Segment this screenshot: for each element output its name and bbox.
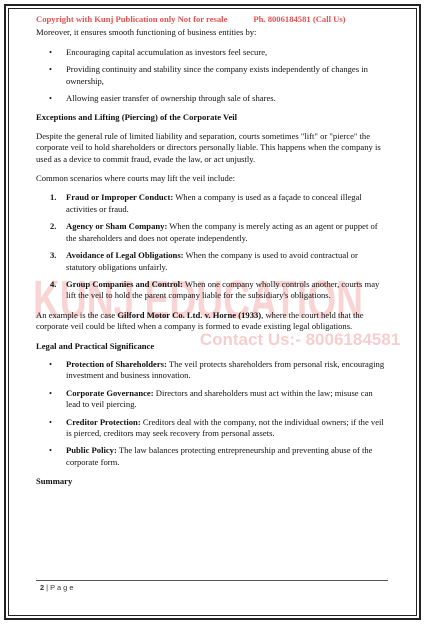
- list-item: 4. Group Companies and Control: When one company wholly controls another, courts may lift the veil to hold the parent company liable for the subsidiary's obligations.: [50, 278, 380, 301]
- watermark-brand: KUNJ EDUCATION: [33, 270, 363, 330]
- list-item: • Protection of Shareholders: The veil protects shareholders from personal risk, encouraging investment and business innovation.: [49, 358, 385, 381]
- section-heading-summary: Summary: [36, 476, 73, 487]
- bullet-icon: •: [49, 358, 53, 369]
- exceptions-paragraph: Despite the general rule of limited liability and separation, courts sometimes "lift" or "pierce" the corporate veil to hold shareholders or directors personally liable. This happens when the company is used as a device to commit fraud, evade the law, or act unjustly.: [36, 130, 381, 164]
- case-example-paragraph: An example is the case Gilford Motor Co. Ltd. v. Horne (1933), where the court held that the corporate veil could be lifted when a company is formed to evade existing legal obligations.: [36, 309, 364, 332]
- scenarios-list: [36, 192, 388, 301]
- list-item: • Allowing easier transfer of ownership through sale of shares.: [49, 93, 276, 104]
- intro-paragraph: Moreover, it ensures smooth functioning of business entities by:: [36, 27, 257, 38]
- bullet-icon: •: [49, 64, 53, 75]
- bullet-icon: •: [49, 93, 53, 104]
- list-item: 1. Fraud or Improper Conduct: When a company is used as a façade to conceal illegal activities or fraud.: [50, 192, 362, 214]
- bullet-icon: •: [49, 416, 53, 427]
- list-item: • Creditor Protection: Creditors deal with the company, not the individual owners; if the veil is pierced, creditors may seek recovery from personal assets.: [49, 416, 384, 438]
- list-item: • Providing continuity and stability since the company exists independently of changes in ownership,: [49, 64, 368, 86]
- list-item: • Corporate Governance: Directors and shareholders must act within the law; misuse can lead to veil piercing.: [49, 387, 373, 410]
- copyright-notice: Copyright with Kunj Publication only Not for resale: [36, 14, 228, 24]
- document-page: [36, 14, 388, 495]
- section-heading-exceptions: Exceptions and Lifting (Piercing) of the Corporate Veil: [36, 112, 238, 123]
- page-label: P a g e: [50, 583, 74, 592]
- watermark-contact: Contact Us:- 8006184581: [199, 330, 401, 349]
- list-item: 3. Avoidance of Legal Obligations: When the company is used to avoid contractual or statutory obligations unfairly.: [50, 250, 358, 272]
- bullet-icon: •: [49, 46, 53, 57]
- bullet-icon: •: [49, 445, 53, 456]
- phone-number: Ph. 8006184581 (Call Us): [253, 14, 346, 24]
- case-name: Gilford Motor Co. Ltd. v. Horne (1933): [117, 309, 262, 320]
- benefits-list: [36, 47, 388, 105]
- list-item: 2. Agency or Sham Company: When the company is merely acting as an agent or puppet of the shareholders and does not operate independently.: [50, 221, 378, 243]
- page-header: [36, 14, 388, 25]
- scenarios-intro: Common scenarios where courts may lift the veil include:: [36, 173, 236, 184]
- section-heading-significance: Legal and Practical Significance: [36, 340, 155, 351]
- list-item: • Encouraging capital accumulation as investors feel secure,: [49, 46, 268, 57]
- page-number: 2: [40, 583, 45, 592]
- page-footer: 2 | P a g e: [40, 583, 74, 592]
- footer-divider: [36, 580, 388, 581]
- list-item: • Public Policy: The law balances protecting entrepreneurship and preventing abuse of the corporate form.: [49, 445, 373, 467]
- significance-list: [36, 359, 388, 468]
- bullet-icon: •: [49, 387, 53, 398]
